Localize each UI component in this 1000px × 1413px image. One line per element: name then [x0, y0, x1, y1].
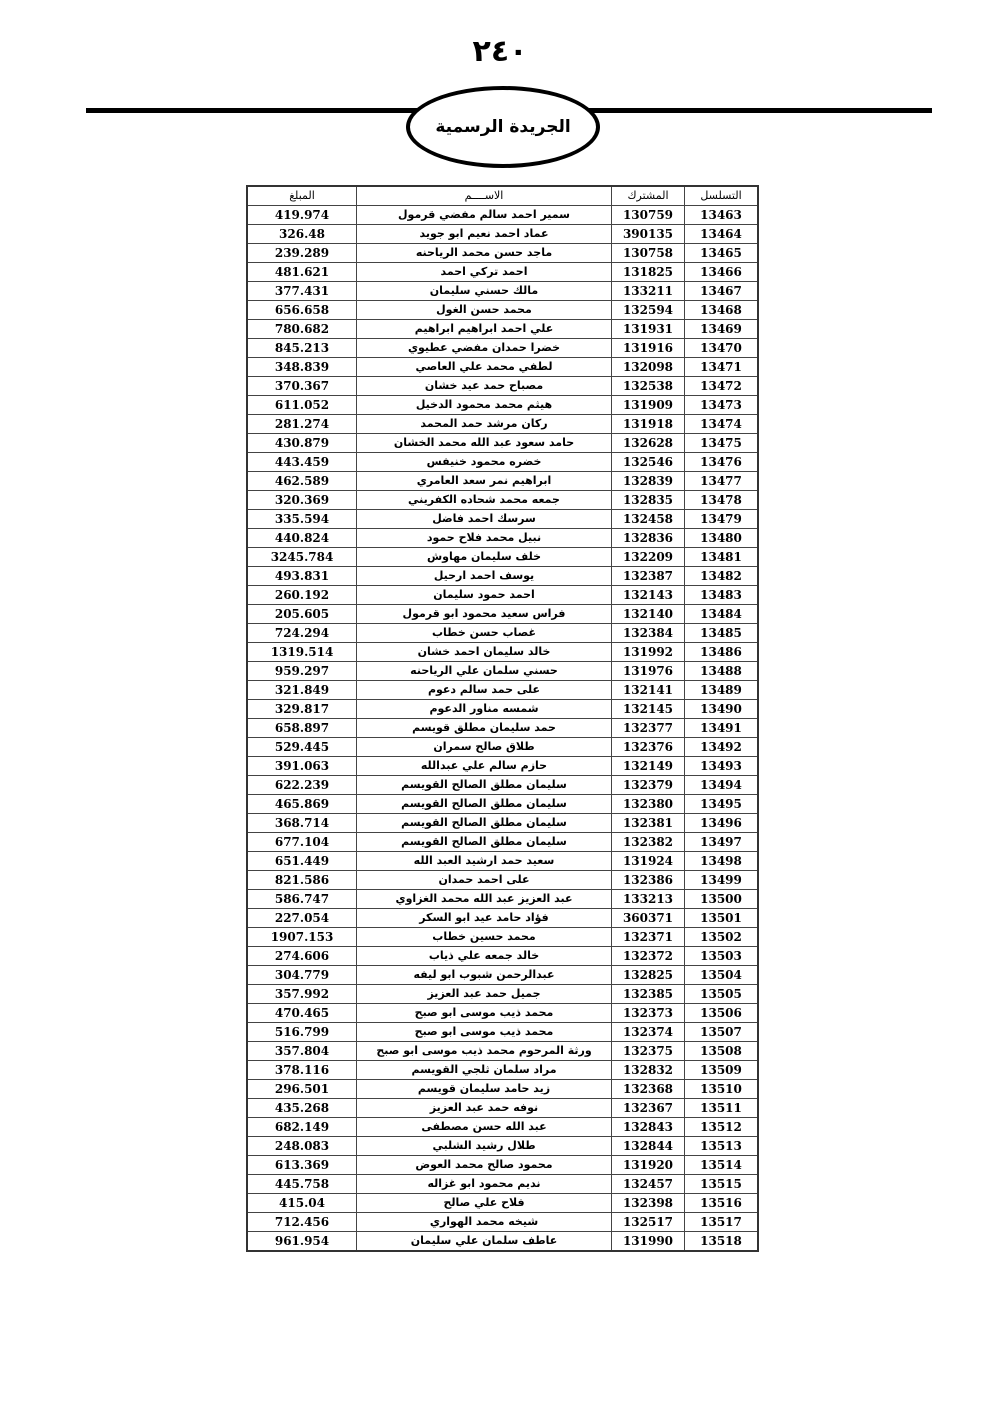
serial-cell: 13507 — [685, 1023, 759, 1042]
subscriber-cell: 132143 — [612, 586, 685, 605]
serial-cell: 13492 — [685, 738, 759, 757]
serial-cell: 13463 — [685, 206, 759, 225]
name-cell: حسني سلمان علي الرياحنه — [357, 662, 612, 681]
amount-cell: 304.779 — [247, 966, 357, 985]
name-cell: ابراهيم نمر سعد العامري — [357, 472, 612, 491]
name-cell: يوسف احمد ارحيل — [357, 567, 612, 586]
amount-cell: 348.839 — [247, 358, 357, 377]
amount-cell: 320.369 — [247, 491, 357, 510]
amount-cell: 961.954 — [247, 1232, 357, 1252]
serial-cell: 13494 — [685, 776, 759, 795]
subscriber-cell: 131992 — [612, 643, 685, 662]
subscriber-cell: 132844 — [612, 1137, 685, 1156]
serial-cell: 13501 — [685, 909, 759, 928]
amount-cell: 470.465 — [247, 1004, 357, 1023]
page-number: ٢٤٠ — [472, 34, 528, 69]
table-row — [247, 1175, 758, 1194]
serial-cell: 13489 — [685, 681, 759, 700]
amount-cell: 516.799 — [247, 1023, 357, 1042]
name-cell: سليمان مطلق الصالح القويسم — [357, 776, 612, 795]
table-row — [247, 871, 758, 890]
serial-cell: 13509 — [685, 1061, 759, 1080]
name-cell: مالك حسني سليمان — [357, 282, 612, 301]
table-row — [247, 491, 758, 510]
name-cell: على احمد حمدان — [357, 871, 612, 890]
table-row — [247, 852, 758, 871]
serial-cell: 13498 — [685, 852, 759, 871]
name-cell: حامد سعود عبد الله محمد الخشان — [357, 434, 612, 453]
name-cell: سرسك احمد فاضل — [357, 510, 612, 529]
name-cell: طلال رشيد الشلبي — [357, 1137, 612, 1156]
name-cell: فؤاد حامد عيد ابو السكر — [357, 909, 612, 928]
table-row — [247, 890, 758, 909]
name-cell: زيد حامد سليمان قويسم — [357, 1080, 612, 1099]
subscriber-cell: 132374 — [612, 1023, 685, 1042]
subscriber-cell: 132381 — [612, 814, 685, 833]
table-row — [247, 681, 758, 700]
serial-cell: 13476 — [685, 453, 759, 472]
serial-cell: 13488 — [685, 662, 759, 681]
subscriber-cell: 132209 — [612, 548, 685, 567]
serial-cell: 13504 — [685, 966, 759, 985]
table-row — [247, 928, 758, 947]
subscriber-cell: 132386 — [612, 871, 685, 890]
name-cell: غصاب حسن خطاب — [357, 624, 612, 643]
serial-cell: 13471 — [685, 358, 759, 377]
table-row — [247, 1232, 758, 1252]
amount-cell: 227.054 — [247, 909, 357, 928]
name-cell: على حمد سالم دعوم — [357, 681, 612, 700]
table-row — [247, 1099, 758, 1118]
amount-cell: 3245.784 — [247, 548, 357, 567]
amount-cell: 296.501 — [247, 1080, 357, 1099]
amount-cell: 357.804 — [247, 1042, 357, 1061]
amount-cell: 440.824 — [247, 529, 357, 548]
subscriber-cell: 133213 — [612, 890, 685, 909]
table-row — [247, 1080, 758, 1099]
name-cell: عبد العزيز عبد الله محمد الغزاوي — [357, 890, 612, 909]
subscriber-cell: 132398 — [612, 1194, 685, 1213]
name-cell: محمد حسين خطاب — [357, 928, 612, 947]
column-header-serial: التسلسل — [685, 186, 759, 206]
table-row — [247, 415, 758, 434]
subscriber-cell: 132835 — [612, 491, 685, 510]
name-cell: سمير احمد سالم مفضي قرمول — [357, 206, 612, 225]
table-row — [247, 605, 758, 624]
column-header-name: الاســــم — [357, 186, 612, 206]
serial-cell: 13503 — [685, 947, 759, 966]
table-row — [247, 1042, 758, 1061]
name-cell: لطفي محمد علي العاصي — [357, 358, 612, 377]
subscriber-cell: 130758 — [612, 244, 685, 263]
name-cell: احمد حمود سليمان — [357, 586, 612, 605]
amount-cell: 780.682 — [247, 320, 357, 339]
name-cell: مراد سلمان ثلجي القويسم — [357, 1061, 612, 1080]
amount-cell: 658.897 — [247, 719, 357, 738]
serial-cell: 13464 — [685, 225, 759, 244]
amount-cell: 357.992 — [247, 985, 357, 1004]
amount-cell: 656.658 — [247, 301, 357, 320]
serial-cell: 13512 — [685, 1118, 759, 1137]
table-row — [247, 567, 758, 586]
serial-cell: 13480 — [685, 529, 759, 548]
amount-cell: 419.974 — [247, 206, 357, 225]
name-cell: عبدالرحمن شبوب ابو ليفه — [357, 966, 612, 985]
subscriber-cell: 132371 — [612, 928, 685, 947]
table-row — [247, 1137, 758, 1156]
subscriber-cell: 132372 — [612, 947, 685, 966]
amount-cell: 378.116 — [247, 1061, 357, 1080]
serial-cell: 13502 — [685, 928, 759, 947]
amount-cell: 445.758 — [247, 1175, 357, 1194]
subscriber-cell: 132538 — [612, 377, 685, 396]
subscriber-cell: 132517 — [612, 1213, 685, 1232]
amount-cell: 821.586 — [247, 871, 357, 890]
serial-cell: 13478 — [685, 491, 759, 510]
table-row — [247, 510, 758, 529]
name-cell: سليمان مطلق الصالح القويسم — [357, 833, 612, 852]
serial-cell: 13484 — [685, 605, 759, 624]
name-cell: نديم محمود ابو غزاله — [357, 1175, 612, 1194]
name-cell: شيخه محمد الهواري — [357, 1213, 612, 1232]
table-header-row — [247, 186, 758, 206]
serial-cell: 13516 — [685, 1194, 759, 1213]
amount-cell: 239.289 — [247, 244, 357, 263]
name-cell: ورثة المرحوم محمد ذيب موسى ابو صبح — [357, 1042, 612, 1061]
name-cell: ركان مرشد حمد المحمد — [357, 415, 612, 434]
subscriber-cell: 132375 — [612, 1042, 685, 1061]
table-row — [247, 909, 758, 928]
amount-cell: 443.459 — [247, 453, 357, 472]
table-row — [247, 1118, 758, 1137]
table-row — [247, 472, 758, 491]
table-row — [247, 700, 758, 719]
table-row — [247, 757, 758, 776]
subscriber-cell: 131976 — [612, 662, 685, 681]
column-header-amount: المبلغ — [247, 186, 357, 206]
table-row — [247, 738, 758, 757]
name-cell: محمد ذيب موسى ابو صبح — [357, 1004, 612, 1023]
subscriber-cell: 132149 — [612, 757, 685, 776]
serial-cell: 13491 — [685, 719, 759, 738]
table-row — [247, 320, 758, 339]
subscriber-cell: 132825 — [612, 966, 685, 985]
subscribers-table — [246, 185, 759, 1252]
table-body — [247, 206, 758, 1252]
serial-cell: 13473 — [685, 396, 759, 415]
name-cell: خلف سليمان مهاوش — [357, 548, 612, 567]
table-row — [247, 529, 758, 548]
subscriber-cell: 131920 — [612, 1156, 685, 1175]
subscriber-cell: 132387 — [612, 567, 685, 586]
name-cell: عاطف سلمان علي سليمان — [357, 1232, 612, 1252]
serial-cell: 13483 — [685, 586, 759, 605]
name-cell: جميل حمد عبد العزيز — [357, 985, 612, 1004]
serial-cell: 13479 — [685, 510, 759, 529]
table-row — [247, 244, 758, 263]
name-cell: سليمان مطلق الصالح القويسم — [357, 814, 612, 833]
table-row — [247, 301, 758, 320]
subscriber-cell: 132836 — [612, 529, 685, 548]
name-cell: حازم سالم علي عبدالله — [357, 757, 612, 776]
subscriber-cell: 133211 — [612, 282, 685, 301]
subscriber-cell: 132368 — [612, 1080, 685, 1099]
serial-cell: 13465 — [685, 244, 759, 263]
amount-cell: 462.589 — [247, 472, 357, 491]
subscriber-cell: 130759 — [612, 206, 685, 225]
name-cell: محمد ذيب موسى ابو صبح — [357, 1023, 612, 1042]
subscriber-cell: 131931 — [612, 320, 685, 339]
serial-cell: 13481 — [685, 548, 759, 567]
subscriber-cell: 132140 — [612, 605, 685, 624]
amount-cell: 335.594 — [247, 510, 357, 529]
subscriber-cell: 132843 — [612, 1118, 685, 1137]
name-cell: سعيد حمد ارشيد العبد الله — [357, 852, 612, 871]
amount-cell: 370.367 — [247, 377, 357, 396]
table-row — [247, 776, 758, 795]
serial-cell: 13470 — [685, 339, 759, 358]
table-row — [247, 966, 758, 985]
table-row — [247, 947, 758, 966]
amount-cell: 586.747 — [247, 890, 357, 909]
serial-cell: 13518 — [685, 1232, 759, 1252]
serial-cell: 13468 — [685, 301, 759, 320]
amount-cell: 435.268 — [247, 1099, 357, 1118]
serial-cell: 13506 — [685, 1004, 759, 1023]
gazette-title-oval — [406, 86, 600, 168]
amount-cell: 415.04 — [247, 1194, 357, 1213]
column-header-subscriber: المشترك — [612, 186, 685, 206]
serial-cell: 13517 — [685, 1213, 759, 1232]
table-row — [247, 586, 758, 605]
subscriber-cell: 132382 — [612, 833, 685, 852]
subscriber-cell: 131825 — [612, 263, 685, 282]
serial-cell: 13495 — [685, 795, 759, 814]
gazette-title: الجريدة الرسمية — [435, 117, 571, 137]
table-row — [247, 434, 758, 453]
subscriber-cell: 131909 — [612, 396, 685, 415]
table-row — [247, 263, 758, 282]
name-cell: نبيل محمد فلاح حمود — [357, 529, 612, 548]
name-cell: خضره محمود خنيفس — [357, 453, 612, 472]
name-cell: نوفه حمد عبد العزيز — [357, 1099, 612, 1118]
table-row — [247, 339, 758, 358]
name-cell: محمد حسن الغول — [357, 301, 612, 320]
table-row — [247, 1156, 758, 1175]
table-row — [247, 719, 758, 738]
subscriber-cell: 132379 — [612, 776, 685, 795]
name-cell: هيثم محمد محمود الدخيل — [357, 396, 612, 415]
serial-cell: 13508 — [685, 1042, 759, 1061]
table-row — [247, 358, 758, 377]
name-cell: سليمان مطلق الصالح القويسم — [357, 795, 612, 814]
amount-cell: 329.817 — [247, 700, 357, 719]
amount-cell: 391.063 — [247, 757, 357, 776]
amount-cell: 465.869 — [247, 795, 357, 814]
table-row — [247, 643, 758, 662]
amount-cell: 724.294 — [247, 624, 357, 643]
amount-cell: 529.445 — [247, 738, 357, 757]
amount-cell: 845.213 — [247, 339, 357, 358]
amount-cell: 368.714 — [247, 814, 357, 833]
name-cell: ماجد حسن محمد الرياحنه — [357, 244, 612, 263]
subscriber-cell: 132367 — [612, 1099, 685, 1118]
name-cell: خضرا حمدان مفضي عطيوي — [357, 339, 612, 358]
amount-cell: 712.456 — [247, 1213, 357, 1232]
name-cell: جمعه محمد شحاده الكفريني — [357, 491, 612, 510]
subscriber-cell: 131916 — [612, 339, 685, 358]
table-row — [247, 662, 758, 681]
subscriber-cell: 132628 — [612, 434, 685, 453]
amount-cell: 326.48 — [247, 225, 357, 244]
name-cell: مصباح حمد عيد خشان — [357, 377, 612, 396]
name-cell: فلاح علي صالح — [357, 1194, 612, 1213]
amount-cell: 611.052 — [247, 396, 357, 415]
serial-cell: 13514 — [685, 1156, 759, 1175]
amount-cell: 1319.514 — [247, 643, 357, 662]
serial-cell: 13467 — [685, 282, 759, 301]
subscriber-cell: 132377 — [612, 719, 685, 738]
amount-cell: 677.104 — [247, 833, 357, 852]
subscriber-cell: 390135 — [612, 225, 685, 244]
serial-cell: 13486 — [685, 643, 759, 662]
name-cell: خالد سليمان احمد خشان — [357, 643, 612, 662]
name-cell: فراس سعيد محمود ابو قرمول — [357, 605, 612, 624]
serial-cell: 13482 — [685, 567, 759, 586]
name-cell: شمسه مناور الدعوم — [357, 700, 612, 719]
table-row — [247, 1061, 758, 1080]
subscriber-cell: 131924 — [612, 852, 685, 871]
subscriber-cell: 132098 — [612, 358, 685, 377]
table-row — [247, 1213, 758, 1232]
table-row — [247, 453, 758, 472]
amount-cell: 281.274 — [247, 415, 357, 434]
serial-cell: 13496 — [685, 814, 759, 833]
amount-cell: 682.149 — [247, 1118, 357, 1137]
serial-cell: 13493 — [685, 757, 759, 776]
name-cell: محمود صالح محمد العوض — [357, 1156, 612, 1175]
serial-cell: 13485 — [685, 624, 759, 643]
serial-cell: 13466 — [685, 263, 759, 282]
subscriber-cell: 132594 — [612, 301, 685, 320]
subscriber-cell: 360371 — [612, 909, 685, 928]
serial-cell: 13474 — [685, 415, 759, 434]
serial-cell: 13515 — [685, 1175, 759, 1194]
serial-cell: 13472 — [685, 377, 759, 396]
amount-cell: 248.083 — [247, 1137, 357, 1156]
subscriber-cell: 132141 — [612, 681, 685, 700]
subscriber-cell: 132832 — [612, 1061, 685, 1080]
table-row — [247, 833, 758, 852]
serial-cell: 13511 — [685, 1099, 759, 1118]
subscriber-cell: 132145 — [612, 700, 685, 719]
name-cell: عبد الله حسن مصطفى — [357, 1118, 612, 1137]
serial-cell: 13505 — [685, 985, 759, 1004]
table-row — [247, 396, 758, 415]
subscriber-cell: 132546 — [612, 453, 685, 472]
subscriber-cell: 132458 — [612, 510, 685, 529]
name-cell: علي احمد ابراهيم ابراهيم — [357, 320, 612, 339]
serial-cell: 13490 — [685, 700, 759, 719]
subscriber-cell: 132376 — [612, 738, 685, 757]
amount-cell: 205.605 — [247, 605, 357, 624]
name-cell: خالد جمعه علي ذياب — [357, 947, 612, 966]
name-cell: عماد احمد نعيم ابو جويد — [357, 225, 612, 244]
subscriber-cell: 132839 — [612, 472, 685, 491]
amount-cell: 377.431 — [247, 282, 357, 301]
serial-cell: 13497 — [685, 833, 759, 852]
serial-cell: 13500 — [685, 890, 759, 909]
serial-cell: 13510 — [685, 1080, 759, 1099]
table-row — [247, 1194, 758, 1213]
table-row — [247, 548, 758, 567]
serial-cell: 13477 — [685, 472, 759, 491]
amount-cell: 321.849 — [247, 681, 357, 700]
subscriber-cell: 132380 — [612, 795, 685, 814]
amount-cell: 613.369 — [247, 1156, 357, 1175]
amount-cell: 622.239 — [247, 776, 357, 795]
subscriber-cell: 132384 — [612, 624, 685, 643]
amount-cell: 430.879 — [247, 434, 357, 453]
table-row — [247, 795, 758, 814]
table-row — [247, 624, 758, 643]
amount-cell: 959.297 — [247, 662, 357, 681]
table-row — [247, 985, 758, 1004]
subscriber-cell: 131990 — [612, 1232, 685, 1252]
serial-cell: 13469 — [685, 320, 759, 339]
subscriber-cell: 132457 — [612, 1175, 685, 1194]
amount-cell: 274.606 — [247, 947, 357, 966]
name-cell: احمد تركي احمد — [357, 263, 612, 282]
table-row — [247, 1004, 758, 1023]
table-row — [247, 225, 758, 244]
amount-cell: 481.621 — [247, 263, 357, 282]
serial-cell: 13499 — [685, 871, 759, 890]
name-cell: حمد سليمان مطلق قويسم — [357, 719, 612, 738]
amount-cell: 651.449 — [247, 852, 357, 871]
table-row — [247, 282, 758, 301]
subscriber-cell: 132385 — [612, 985, 685, 1004]
table-row — [247, 814, 758, 833]
serial-cell: 13475 — [685, 434, 759, 453]
subscriber-cell: 131918 — [612, 415, 685, 434]
amount-cell: 493.831 — [247, 567, 357, 586]
table-row — [247, 377, 758, 396]
table-row — [247, 1023, 758, 1042]
table-row — [247, 206, 758, 225]
serial-cell: 13513 — [685, 1137, 759, 1156]
amount-cell: 260.192 — [247, 586, 357, 605]
name-cell: طلاق صالح سمران — [357, 738, 612, 757]
amount-cell: 1907.153 — [247, 928, 357, 947]
subscriber-cell: 132373 — [612, 1004, 685, 1023]
